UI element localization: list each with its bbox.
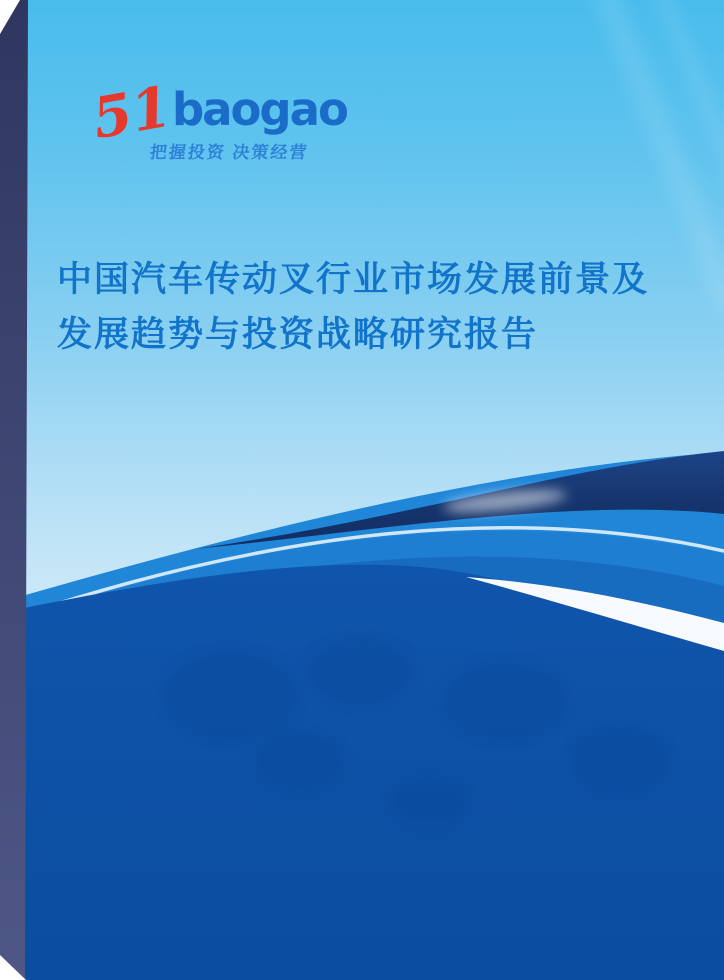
report-title-line-1: 中国汽车传动叉行业市场发展前景及 (57, 260, 650, 299)
book-spine (0, 0, 34, 980)
report-title-line-2: 发展趋势与投资战略研究报告 (57, 315, 539, 354)
logo-51-mark: 51 (87, 73, 176, 153)
report-title (57, 252, 697, 362)
logo (87, 73, 347, 163)
logo-tagline: 把握投资 决策经营 (148, 142, 310, 162)
logo-wordmark: baogao (171, 82, 347, 136)
spine-face (0, 0, 28, 980)
